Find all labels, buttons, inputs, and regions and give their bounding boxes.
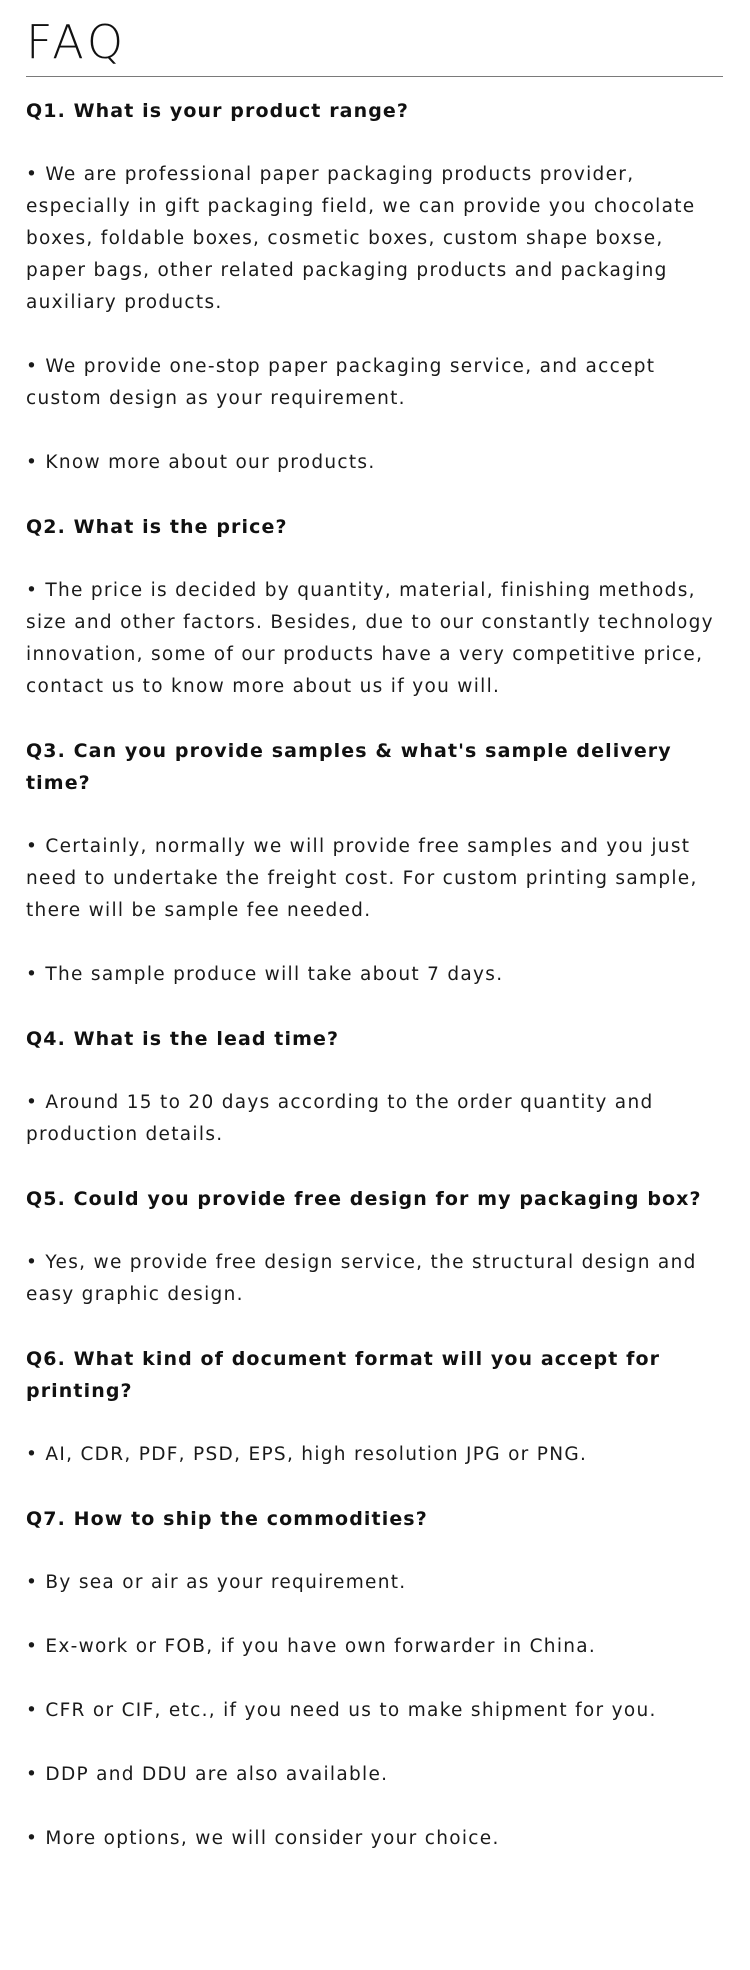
faq-item-q7	[26, 1503, 724, 1855]
faq-question: Q4. What is the lead time?	[26, 1027, 340, 1050]
faq-question: Q2. What is the price?	[26, 515, 288, 538]
faq-answer: • Around 15 to 20 days according to the order quantity and production details.	[26, 1091, 654, 1145]
faq-answer: • The price is decided by quantity, material, finishing methods, size and other factors. Besides, due to our constantly technology innovation, some of our products have a very competitive price, contact us to know more about us if you will.	[26, 579, 714, 697]
faq-item-q3	[26, 735, 724, 991]
faq-answer: • Certainly, normally we will provide free samples and you just need to undertake the freight cost. For custom printing sample, there will be sample fee needed.	[26, 835, 698, 921]
faq-question: Q3. Can you provide samples & what's sample delivery time?	[26, 739, 672, 794]
faq-question: Q6. What kind of document format will you accept for printing?	[26, 1347, 661, 1402]
faq-item-q1	[26, 95, 724, 479]
faq-answer: • Ex-work or FOB, if you have own forwarder in China.	[26, 1635, 597, 1657]
faq-answer: • Yes, we provide free design service, the structural design and easy graphic design.	[26, 1251, 697, 1305]
faq-answer: • The sample produce will take about 7 days.	[26, 963, 504, 985]
faq-question: Q5. Could you provide free design for my packaging box?	[26, 1187, 702, 1210]
faq-answer: • CFR or CIF, etc., if you need us to make shipment for you.	[26, 1699, 657, 1721]
faq-item-q2	[26, 511, 724, 703]
faq-answer: • We provide one-stop paper packaging service, and accept custom design as your requirement.	[26, 355, 656, 409]
faq-question: Q7. How to ship the commodities?	[26, 1507, 428, 1530]
page-title: FAQ	[26, 15, 128, 69]
faq-list	[26, 95, 724, 1855]
faq-item-q6	[26, 1343, 724, 1471]
faq-answer: • DDP and DDU are also available.	[26, 1763, 389, 1785]
faq-answer: • Know more about our products.	[26, 451, 376, 473]
faq-item-q4	[26, 1023, 724, 1151]
faq-answer: • More options, we will consider your choice.	[26, 1827, 500, 1849]
faq-answer: • AI, CDR, PDF, PSD, EPS, high resolution JPG or PNG.	[26, 1443, 588, 1465]
faq-item-q5	[26, 1183, 724, 1311]
faq-answer: • By sea or air as your requirement.	[26, 1571, 407, 1593]
faq-question: Q1. What is your product range?	[26, 99, 410, 122]
faq-answer: • We are professional paper packaging products provider, especially in gift packaging field, we can provide you chocolate boxes, foldable boxes, cosmetic boxes, custom shape boxse, paper bags, other related packaging products and packaging auxiliary products.	[26, 163, 696, 313]
title-divider	[26, 76, 723, 77]
